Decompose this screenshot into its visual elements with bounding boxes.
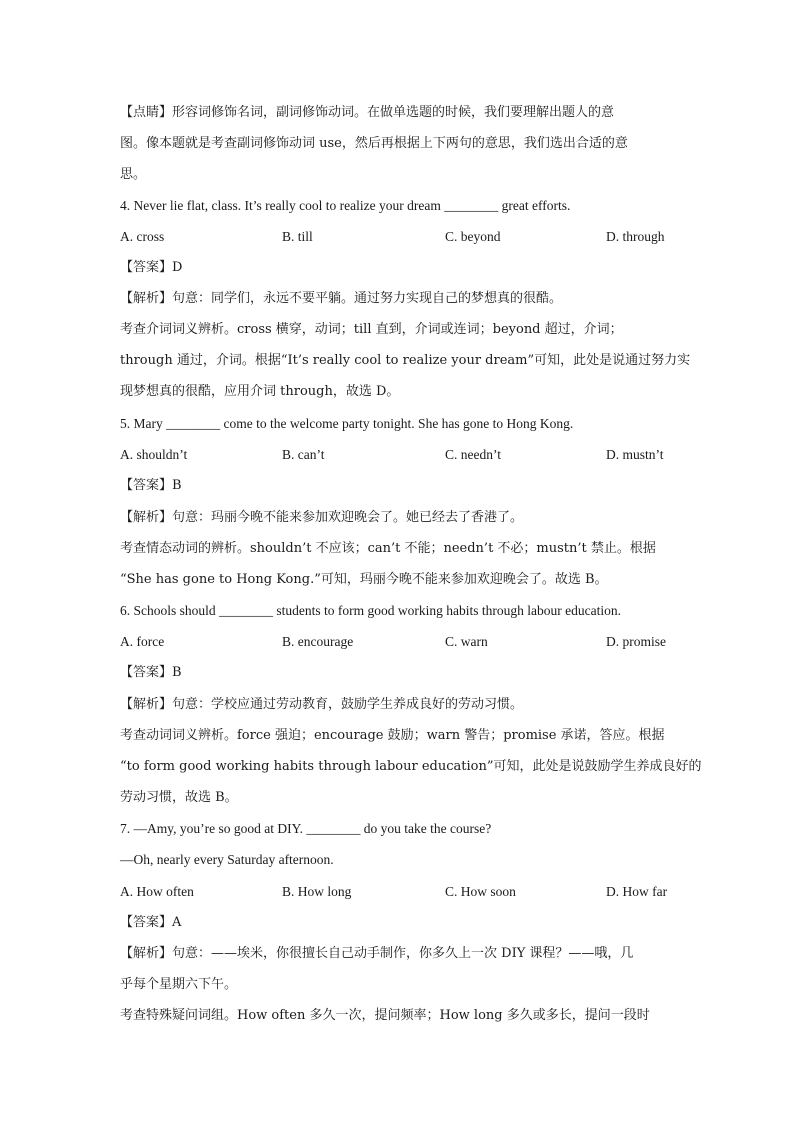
q6-analysis-3: “to form good working habits through labour education”可知，此处是说鼓励学生养成良好的 — [120, 759, 702, 774]
dianjing-line-1: 【点睛】形容词修饰名词，副词修饰动词。在做单选题的时候，我们要理解出题人的意 — [120, 105, 615, 120]
q7-option-b: B. How long — [282, 884, 352, 899]
q7-analysis-3: 考查特殊疑问词组。How often 多久一次，提问频率；How long 多久或多长，提问一段时 — [120, 1008, 650, 1023]
q4-option-a: A. cross — [120, 229, 165, 244]
question-6-stem: 6. Schools should ________ students to form good working habits through labour education. — [120, 603, 621, 618]
q5-option-d: D. mustn’t — [606, 447, 664, 462]
q4-analysis-1: 【解析】句意：同学们，永远不要平躺。通过努力实现自己的梦想真的很酷。 — [120, 291, 563, 306]
q5-option-c: C. needn’t — [445, 447, 501, 462]
q4-option-c: C. beyond — [445, 229, 501, 244]
q6-analysis-2: 考查动词词义辨析。force 强迫；encourage 鼓励；warn 警告；promise 承诺，答应。根据 — [120, 728, 665, 743]
q5-option-a: A. shouldn’t — [120, 447, 188, 462]
q7-analysis-2: 乎每个星期六下午。 — [120, 977, 238, 992]
q6-option-c: C. warn — [445, 634, 488, 649]
q7-answer: 【答案】A — [120, 915, 182, 930]
q5-answer: 【答案】B — [120, 478, 182, 493]
q7-analysis-1: 【解析】句意：——埃米，你很擅长自己动手制作，你多久上一次 DIY 课程？——哦，几 — [120, 946, 634, 961]
q6-analysis-4: 劳动习惯，故选 B。 — [120, 790, 238, 805]
q6-answer: 【答案】B — [120, 665, 182, 680]
question-5-stem: 5. Mary ________ come to the welcome party tonight. She has gone to Hong Kong. — [120, 416, 574, 431]
q6-analysis-1: 【解析】句意：学校应通过劳动教育，鼓励学生养成良好的劳动习惯。 — [120, 697, 524, 712]
q4-analysis-4: 现梦想真的很酷，应用介词 through，故选 D。 — [120, 384, 400, 399]
q6-option-a: A. force — [120, 634, 165, 649]
q4-answer: 【答案】D — [120, 260, 183, 275]
q5-analysis-3: “She has gone to Hong Kong.”可知，玛丽今晚不能来参加欢迎晚会了。故选 B。 — [120, 572, 608, 587]
q4-option-d: D. through — [606, 229, 665, 244]
dianjing-tag: 【点睛】 — [120, 105, 173, 120]
q7-option-a: A. How often — [120, 884, 194, 899]
q4-analysis-3: through 通过，介词。根据“It’s really cool to realize your dream”可知，此处是说通过努力实 — [120, 353, 691, 368]
q7-option-c: C. How soon — [445, 884, 516, 899]
q6-option-b: B. encourage — [282, 634, 354, 649]
q6-option-d: D. promise — [606, 634, 666, 649]
question-4-stem: 4. Never lie flat, class. It’s really cool to realize your dream ________ great efforts. — [120, 198, 571, 213]
q5-analysis-2: 考查情态动词的辨析。shouldn’t 不应该；can’t 不能；needn’t 不必；mustn’t 禁止。根据 — [120, 541, 656, 556]
q4-option-b: B. till — [282, 229, 313, 244]
question-7-stem: 7. —Amy, you’re so good at DIY. ________ do you take the course? — [120, 821, 492, 836]
question-7-reply: —Oh, nearly every Saturday afternoon. — [120, 852, 334, 867]
q7-option-d: D. How far — [606, 884, 668, 899]
q4-analysis-2: 考查介词词义辨析。cross 横穿，动词；till 直到，介词或连词；beyond 超过，介词； — [120, 322, 623, 337]
q5-option-b: B. can’t — [282, 447, 325, 462]
q5-analysis-1: 【解析】句意：玛丽今晚不能来参加欢迎晚会了。她已经去了香港了。 — [120, 510, 524, 525]
dianjing-line-2: 图。像本题就是考查副词修饰动词 use，然后再根据上下两句的意思，我们选出合适的意 — [120, 136, 628, 151]
dianjing-line-3: 思。 — [120, 167, 147, 182]
